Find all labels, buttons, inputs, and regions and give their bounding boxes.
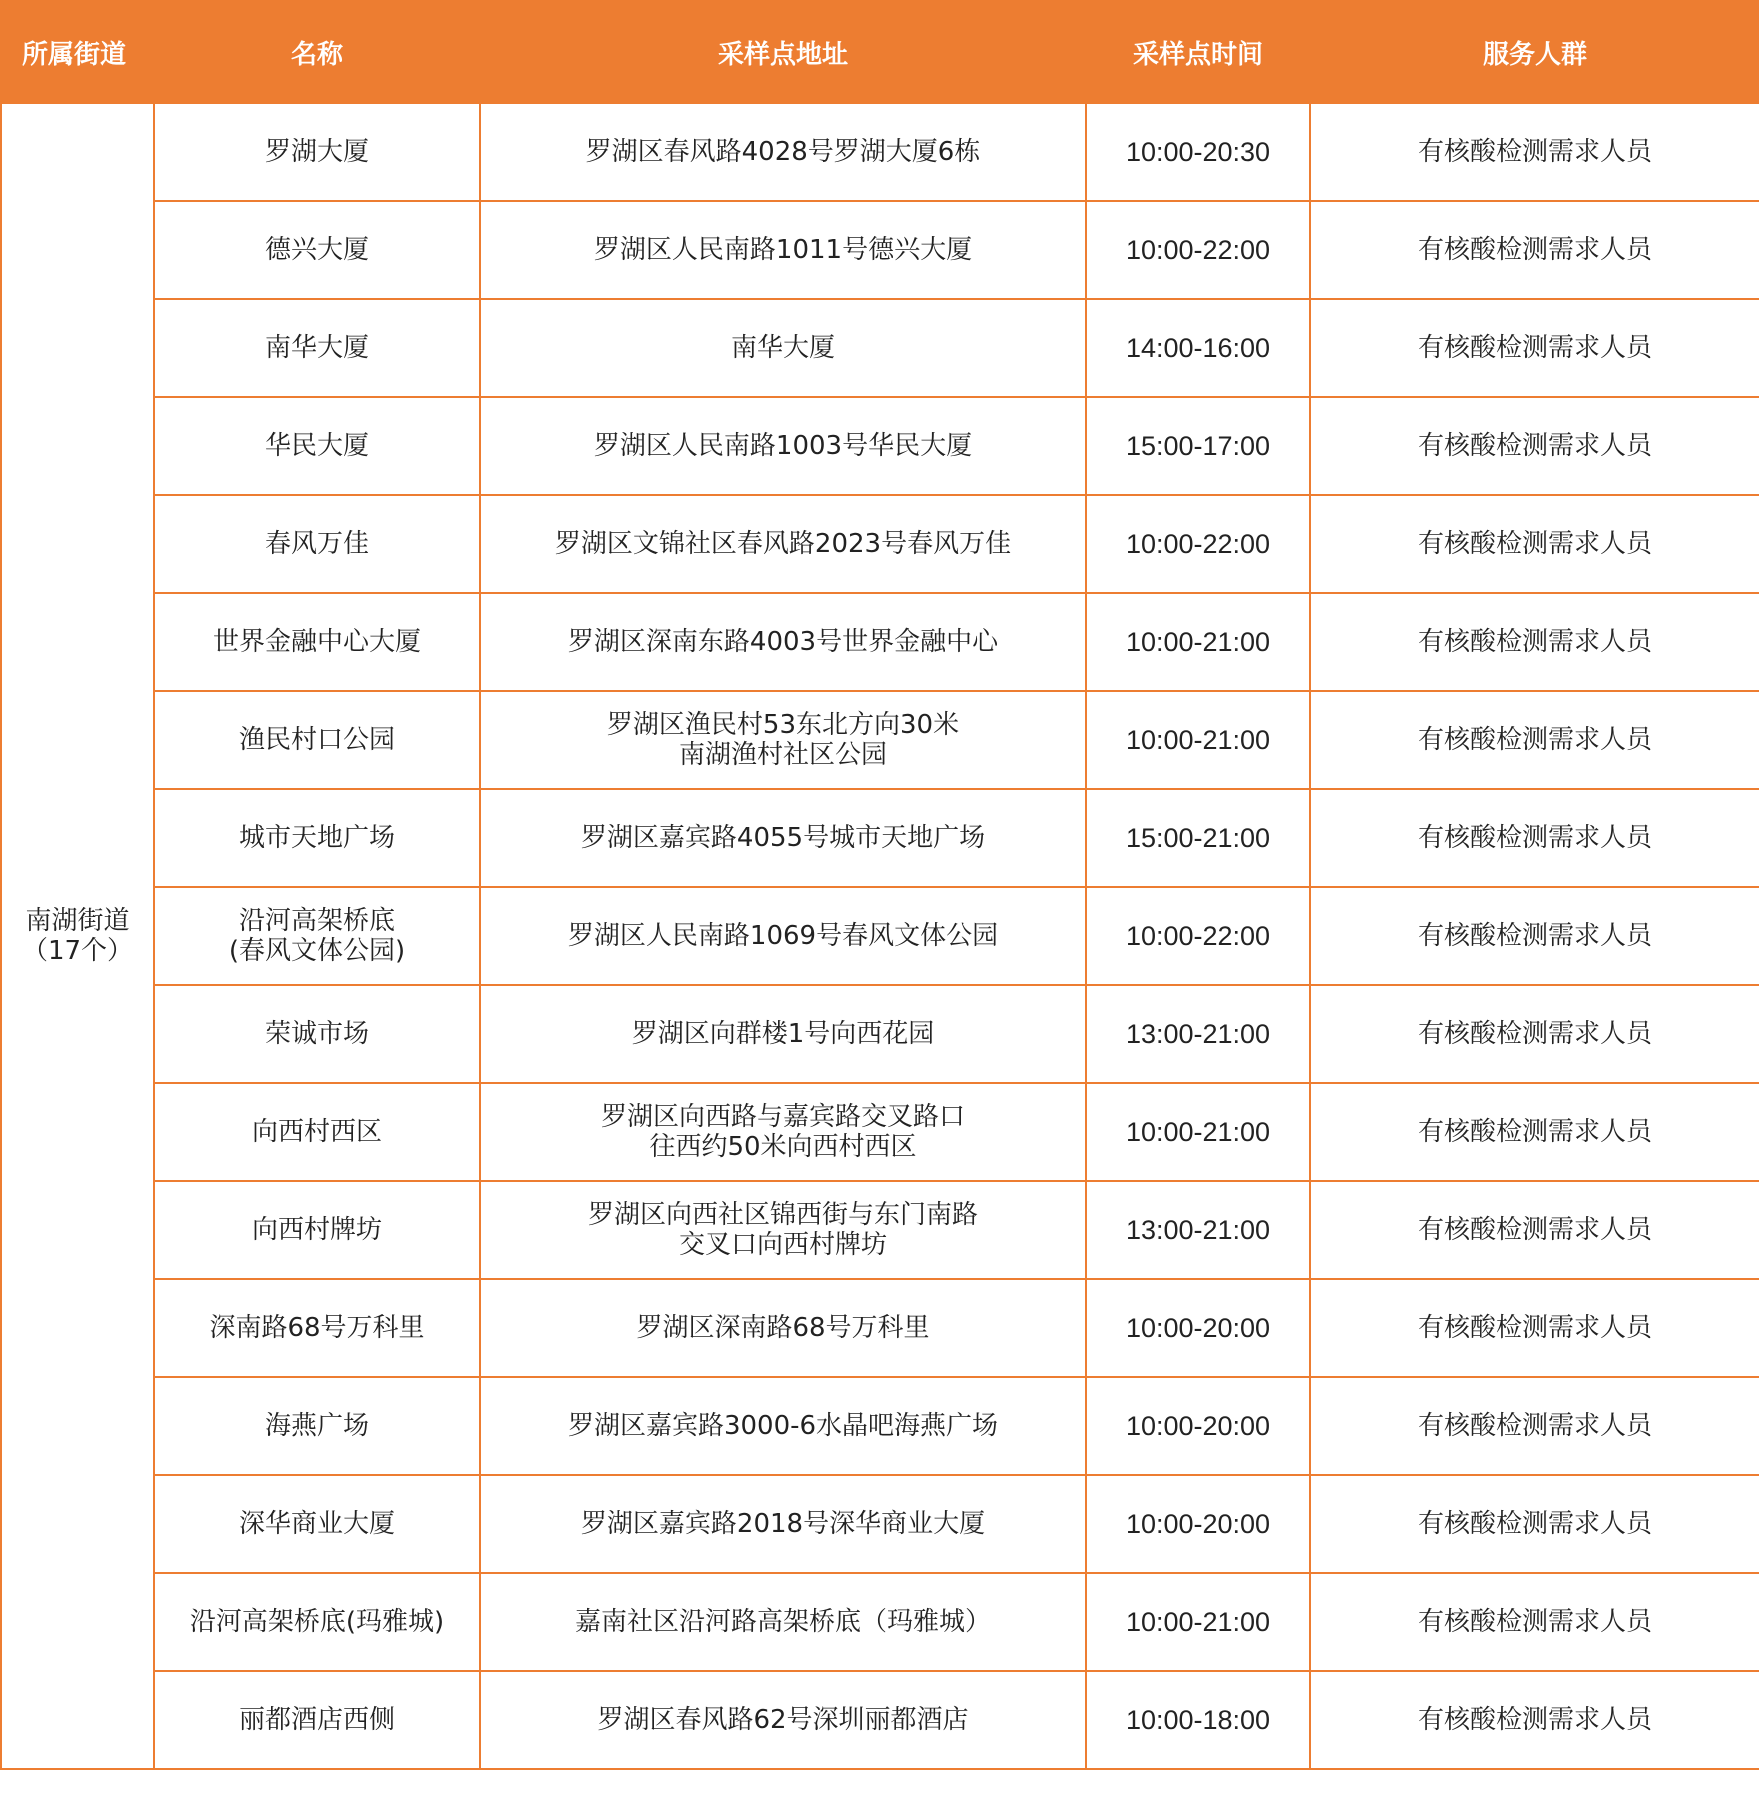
site-time: 10:00-22:00 xyxy=(1086,495,1310,593)
site-name-line: 华民大厦 xyxy=(264,431,369,461)
table-row xyxy=(1,691,1759,789)
header-service-group: 服务人群 xyxy=(1310,1,1759,103)
service-group: 有核酸检测需求人员 xyxy=(1310,495,1759,593)
site-address-line: 罗湖区向群楼1号向西花园 xyxy=(631,1019,935,1049)
table-row xyxy=(1,201,1759,299)
table-row xyxy=(1,1279,1759,1377)
site-name xyxy=(154,1671,480,1769)
site-name-line: 丽都酒店西侧 xyxy=(238,1705,395,1735)
site-time: 10:00-22:00 xyxy=(1086,887,1310,985)
site-address-line: 往西约50米向西村西区 xyxy=(649,1132,917,1162)
site-name-line: 渔民村口公园 xyxy=(238,725,395,755)
site-address-line: 罗湖区人民南路1069号春风文体公园 xyxy=(567,921,999,951)
service-group: 有核酸检测需求人员 xyxy=(1310,1671,1759,1769)
table-row xyxy=(1,1181,1759,1279)
site-time: 10:00-20:00 xyxy=(1086,1279,1310,1377)
service-group: 有核酸检测需求人员 xyxy=(1310,299,1759,397)
table-row xyxy=(1,1377,1759,1475)
table-row xyxy=(1,985,1759,1083)
site-address xyxy=(480,1475,1086,1573)
site-name-line: 荣诚市场 xyxy=(264,1019,369,1049)
table-row xyxy=(1,1671,1759,1769)
site-address xyxy=(480,299,1086,397)
site-name xyxy=(154,1475,480,1573)
site-time: 10:00-21:00 xyxy=(1086,691,1310,789)
service-group: 有核酸检测需求人员 xyxy=(1310,593,1759,691)
site-name-line: 深南路68号万科里 xyxy=(209,1313,425,1343)
table-row xyxy=(1,299,1759,397)
site-name xyxy=(154,1377,480,1475)
street-count: （17个） xyxy=(21,936,134,966)
site-address-line: 罗湖区人民南路1003号华民大厦 xyxy=(593,431,973,461)
site-name xyxy=(154,299,480,397)
site-address xyxy=(480,1083,1086,1181)
service-group: 有核酸检测需求人员 xyxy=(1310,1083,1759,1181)
site-address-line: 罗湖区深南东路4003号世界金融中心 xyxy=(567,627,999,657)
site-name-line: 南华大厦 xyxy=(264,333,369,363)
site-name-line: 城市天地广场 xyxy=(238,823,395,853)
site-address xyxy=(480,1279,1086,1377)
site-time: 15:00-17:00 xyxy=(1086,397,1310,495)
header-street: 所属街道 xyxy=(1,1,154,103)
table-row xyxy=(1,789,1759,887)
site-address xyxy=(480,1573,1086,1671)
service-group: 有核酸检测需求人员 xyxy=(1310,1279,1759,1377)
site-address-line: 罗湖区春风路62号深圳丽都酒店 xyxy=(597,1705,969,1735)
site-time: 10:00-21:00 xyxy=(1086,1573,1310,1671)
site-name-line: 罗湖大厦 xyxy=(264,137,369,167)
site-name-line: 沿河高架桥底(玛雅城) xyxy=(189,1607,445,1637)
site-address-line: 罗湖区人民南路1011号德兴大厦 xyxy=(593,235,973,265)
site-name-line: 春风万佳 xyxy=(264,529,369,559)
site-time: 13:00-21:00 xyxy=(1086,1181,1310,1279)
service-group: 有核酸检测需求人员 xyxy=(1310,103,1759,201)
street-name: 南湖街道 xyxy=(25,906,130,936)
header-address: 采样点地址 xyxy=(480,1,1086,103)
site-name xyxy=(154,1573,480,1671)
site-name xyxy=(154,691,480,789)
site-time: 13:00-21:00 xyxy=(1086,985,1310,1083)
site-name xyxy=(154,887,480,985)
site-name xyxy=(154,1279,480,1377)
header-time: 采样点时间 xyxy=(1086,1,1310,103)
service-group: 有核酸检测需求人员 xyxy=(1310,887,1759,985)
site-address-line: 罗湖区春风路4028号罗湖大厦6栋 xyxy=(585,137,981,167)
service-group: 有核酸检测需求人员 xyxy=(1310,1181,1759,1279)
site-name xyxy=(154,593,480,691)
table-row xyxy=(1,1573,1759,1671)
site-time: 10:00-18:00 xyxy=(1086,1671,1310,1769)
table-body xyxy=(1,103,1759,1769)
site-address xyxy=(480,789,1086,887)
site-name-line: 沿河高架桥底 xyxy=(238,906,395,936)
site-address xyxy=(480,1377,1086,1475)
table-row xyxy=(1,1475,1759,1573)
site-address xyxy=(480,593,1086,691)
site-address xyxy=(480,1671,1086,1769)
site-name xyxy=(154,201,480,299)
site-address xyxy=(480,691,1086,789)
service-group: 有核酸检测需求人员 xyxy=(1310,985,1759,1083)
service-group: 有核酸检测需求人员 xyxy=(1310,1475,1759,1573)
site-name-line: 向西村西区 xyxy=(251,1117,382,1147)
site-address-line: 南湖渔村社区公园 xyxy=(678,740,887,770)
service-group: 有核酸检测需求人员 xyxy=(1310,1377,1759,1475)
site-name xyxy=(154,985,480,1083)
site-address xyxy=(480,1181,1086,1279)
table-header-row xyxy=(1,1,1759,103)
site-address-line: 罗湖区嘉宾路2018号深华商业大厦 xyxy=(580,1509,986,1539)
site-address-line: 交叉口向西村牌坊 xyxy=(678,1230,887,1260)
site-name-line: 德兴大厦 xyxy=(264,235,369,265)
site-address xyxy=(480,201,1086,299)
site-address xyxy=(480,985,1086,1083)
service-group: 有核酸检测需求人员 xyxy=(1310,397,1759,495)
site-address-line: 罗湖区向西路与嘉宾路交叉路口 xyxy=(600,1102,965,1132)
site-name xyxy=(154,789,480,887)
table-row xyxy=(1,593,1759,691)
table-row xyxy=(1,397,1759,495)
site-name-line: 海燕广场 xyxy=(264,1411,369,1441)
site-address xyxy=(480,495,1086,593)
site-address-line: 罗湖区嘉宾路3000-6水晶吧海燕广场 xyxy=(567,1411,999,1441)
site-time: 10:00-21:00 xyxy=(1086,1083,1310,1181)
site-address xyxy=(480,887,1086,985)
site-address-line: 罗湖区向西社区锦西街与东门南路 xyxy=(587,1200,978,1230)
site-address-line: 南华大厦 xyxy=(730,333,835,363)
site-address-line: 罗湖区嘉宾路4055号城市天地广场 xyxy=(580,823,986,853)
table-row xyxy=(1,103,1759,201)
service-group: 有核酸检测需求人员 xyxy=(1310,1573,1759,1671)
service-group: 有核酸检测需求人员 xyxy=(1310,201,1759,299)
site-address-line: 罗湖区深南路68号万科里 xyxy=(636,1313,930,1343)
site-name-line: 向西村牌坊 xyxy=(251,1215,382,1245)
site-address-line: 罗湖区渔民村53东北方向30米 xyxy=(606,710,960,740)
site-time: 10:00-21:00 xyxy=(1086,593,1310,691)
service-group: 有核酸检测需求人员 xyxy=(1310,789,1759,887)
site-time: 10:00-20:00 xyxy=(1086,1377,1310,1475)
street-cell xyxy=(1,103,154,1769)
site-address-line: 罗湖区文锦社区春风路2023号春风万佳 xyxy=(554,529,1012,559)
site-time: 14:00-16:00 xyxy=(1086,299,1310,397)
site-time: 15:00-21:00 xyxy=(1086,789,1310,887)
site-name xyxy=(154,495,480,593)
table-row xyxy=(1,887,1759,985)
site-name xyxy=(154,1181,480,1279)
site-name xyxy=(154,1083,480,1181)
site-address xyxy=(480,103,1086,201)
table-row xyxy=(1,1083,1759,1181)
site-time: 10:00-20:30 xyxy=(1086,103,1310,201)
site-name-line: 世界金融中心大厦 xyxy=(212,627,421,657)
site-name xyxy=(154,103,480,201)
site-name-line: 深华商业大厦 xyxy=(238,1509,395,1539)
header-name: 名称 xyxy=(154,1,480,103)
table-row xyxy=(1,495,1759,593)
site-address xyxy=(480,397,1086,495)
site-name xyxy=(154,397,480,495)
site-address-line: 嘉南社区沿河路高架桥底（玛雅城） xyxy=(574,1607,991,1637)
site-time: 10:00-22:00 xyxy=(1086,201,1310,299)
site-time: 10:00-20:00 xyxy=(1086,1475,1310,1573)
site-name-line: (春风文体公园) xyxy=(228,936,406,966)
service-group: 有核酸检测需求人员 xyxy=(1310,691,1759,789)
